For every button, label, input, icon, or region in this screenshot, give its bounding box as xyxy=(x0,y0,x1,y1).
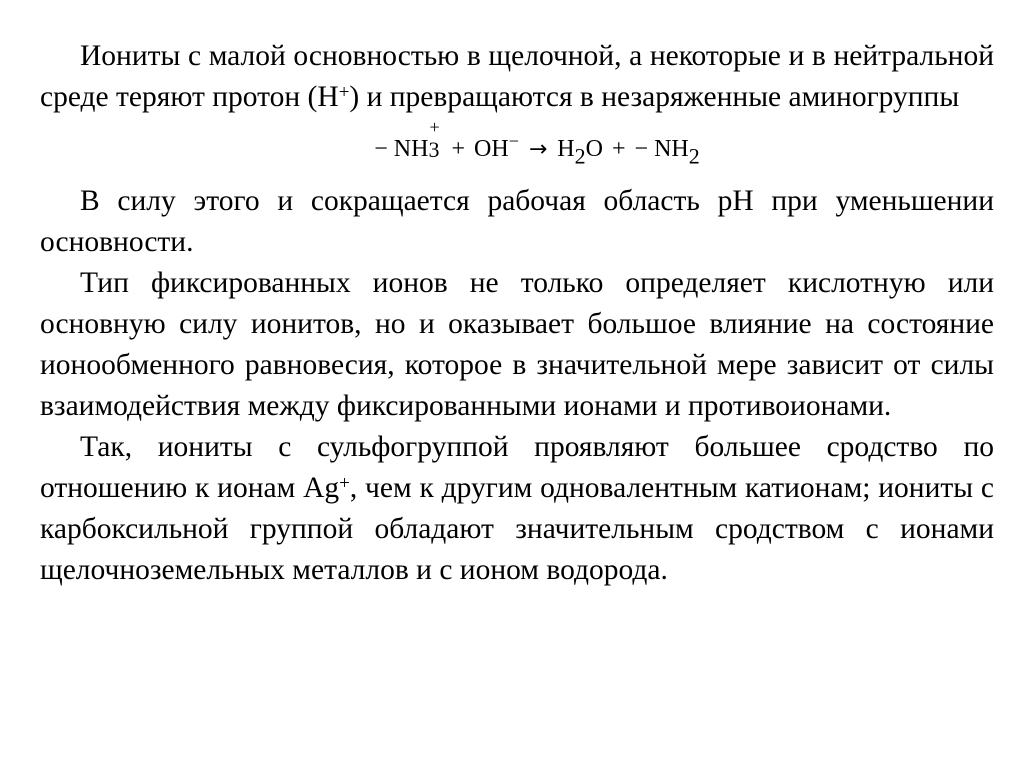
hydroxide-charge: − xyxy=(508,131,519,151)
ammonium-base: NH xyxy=(393,136,429,162)
ammonium-group xyxy=(393,117,443,171)
water-subscript: 2 xyxy=(574,143,586,169)
proton-charge-superscript: + xyxy=(338,82,350,103)
water-oxygen: O xyxy=(585,136,603,162)
equation-plus-sign: + xyxy=(451,136,466,162)
ammonium-charge: + xyxy=(429,117,440,137)
document-page xyxy=(40,36,994,591)
amino-group xyxy=(654,127,700,171)
amino-base: NH xyxy=(654,136,689,162)
chemical-equation xyxy=(40,117,994,171)
paragraph-affinity xyxy=(40,427,994,591)
equation-minus-sign: − xyxy=(374,136,388,162)
hydroxide-base: OH xyxy=(474,136,509,162)
ammonium-indices xyxy=(428,117,442,162)
paragraph-text: Так, иониты с сульфогруппой проявляют большее сродство по отношению к ионам Ag xyxy=(40,431,994,504)
reaction-arrow-icon: → xyxy=(528,137,548,162)
equation-minus-sign: − xyxy=(634,136,649,162)
silver-charge-superscript: + xyxy=(339,473,350,494)
equation-plus-sign: + xyxy=(611,136,626,162)
paragraph-fixed-ions: Тип фиксированных ионов не только определяет кислотную или основную силу ионитов, но и оказывает большое влияние на состояние ионообменного равновесия, которое в значительной мере зависит от силы взаимодействия между фиксированными ионами и противоионами. xyxy=(40,267,994,422)
paragraph-ph-range: В силу этого и сокращается рабочая область рН при уменьшении основности. xyxy=(40,185,994,258)
paragraph-text: Иониты с малой основностью в щелочной, а некоторые и в нейтральной среде теряют протон (Н xyxy=(40,40,994,113)
amino-subscript: 2 xyxy=(688,143,700,169)
paragraph-text: , чем к другим одновалентным катионам; иониты с карбоксильной группой обладают значительным сродством с ионами щелочноземельных металлов и с ионом водорода. xyxy=(40,472,994,586)
ammonium-subscript: 3 xyxy=(428,137,440,162)
paragraph-ionites-low-basicity xyxy=(40,36,994,118)
hydroxide-ion xyxy=(474,127,519,171)
paragraph-text: ) и превращаются в незаряженные аминогруппы xyxy=(349,81,960,113)
water-molecule xyxy=(557,127,603,171)
water-hydrogen: H xyxy=(557,136,575,162)
